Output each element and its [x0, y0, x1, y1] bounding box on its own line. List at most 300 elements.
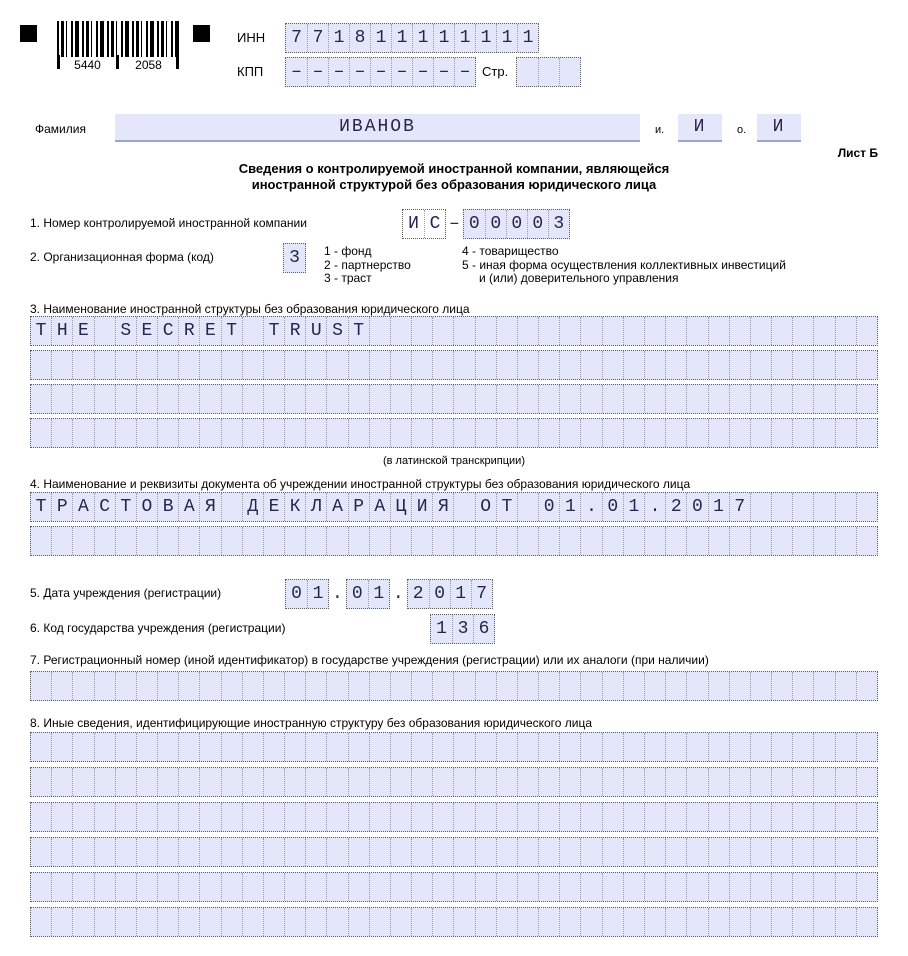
char-cell[interactable]: И	[408, 214, 419, 234]
char-cell[interactable]	[708, 908, 729, 936]
char-cell[interactable]	[708, 733, 729, 761]
char-cell[interactable]: T	[221, 317, 242, 345]
char-cell[interactable]	[432, 351, 453, 379]
other-info-row-1[interactable]	[30, 732, 878, 762]
char-cell[interactable]	[792, 527, 813, 555]
char-cell[interactable]	[729, 317, 750, 345]
char-cell[interactable]	[94, 672, 115, 700]
char-cell[interactable]	[51, 803, 72, 831]
char-cell[interactable]	[708, 419, 729, 447]
char-cell[interactable]: .	[644, 493, 665, 521]
char-cell[interactable]	[771, 385, 792, 413]
char-cell[interactable]	[199, 873, 220, 901]
char-cell[interactable]: О	[475, 493, 496, 521]
char-cell[interactable]: 0	[527, 210, 548, 238]
char-cell[interactable]	[157, 527, 178, 555]
char-cell[interactable]	[517, 317, 538, 345]
char-cell[interactable]	[326, 838, 347, 866]
char-cell[interactable]	[305, 873, 326, 901]
char-cell[interactable]	[242, 873, 263, 901]
char-cell[interactable]: 0	[506, 210, 527, 238]
char-cell[interactable]	[94, 768, 115, 796]
char-cell[interactable]: .	[580, 493, 601, 521]
char-cell[interactable]: Р	[51, 493, 72, 521]
char-cell[interactable]	[517, 838, 538, 866]
char-cell[interactable]: 1	[450, 580, 471, 608]
char-cell[interactable]	[729, 419, 750, 447]
char-cell[interactable]: Д	[242, 493, 263, 521]
char-cell[interactable]	[115, 733, 136, 761]
char-cell[interactable]	[475, 908, 496, 936]
char-cell[interactable]	[411, 351, 432, 379]
char-cell[interactable]: 3	[548, 210, 569, 238]
char-cell[interactable]	[771, 838, 792, 866]
char-cell[interactable]	[729, 385, 750, 413]
surname-field[interactable]: ИВАНОВ	[115, 114, 640, 142]
char-cell[interactable]	[51, 908, 72, 936]
char-cell[interactable]: S	[326, 317, 347, 345]
char-cell[interactable]	[326, 385, 347, 413]
char-cell[interactable]: 8	[349, 24, 370, 52]
char-cell[interactable]	[665, 838, 686, 866]
char-cell[interactable]: –	[391, 58, 412, 86]
char-cell[interactable]	[813, 908, 834, 936]
char-cell[interactable]	[157, 385, 178, 413]
document-row-1[interactable]	[30, 492, 878, 522]
char-cell[interactable]	[856, 493, 877, 521]
char-cell[interactable]	[348, 803, 369, 831]
char-cell[interactable]	[242, 803, 263, 831]
char-cell[interactable]: 1	[328, 24, 349, 52]
char-cell[interactable]	[708, 317, 729, 345]
char-cell[interactable]	[390, 908, 411, 936]
char-cell[interactable]: –	[370, 58, 391, 86]
char-cell[interactable]	[538, 768, 559, 796]
char-cell[interactable]	[369, 317, 390, 345]
char-cell[interactable]	[644, 419, 665, 447]
char-cell[interactable]: 1	[496, 24, 517, 52]
char-cell[interactable]	[178, 803, 199, 831]
char-cell[interactable]	[813, 873, 834, 901]
char-cell[interactable]	[263, 838, 284, 866]
char-cell[interactable]	[835, 873, 856, 901]
char-cell[interactable]	[496, 733, 517, 761]
char-cell[interactable]	[51, 733, 72, 761]
char-cell[interactable]	[390, 733, 411, 761]
char-cell[interactable]	[432, 733, 453, 761]
char-cell[interactable]	[644, 873, 665, 901]
char-cell[interactable]	[750, 873, 771, 901]
char-cell[interactable]	[559, 873, 580, 901]
char-cell[interactable]	[686, 419, 707, 447]
char-cell[interactable]	[517, 908, 538, 936]
char-cell[interactable]	[453, 527, 474, 555]
char-cell[interactable]	[453, 803, 474, 831]
char-cell[interactable]	[538, 873, 559, 901]
char-cell[interactable]: О	[136, 493, 157, 521]
char-cell[interactable]	[348, 527, 369, 555]
char-cell[interactable]	[729, 873, 750, 901]
char-cell[interactable]	[771, 527, 792, 555]
char-cell[interactable]	[835, 493, 856, 521]
char-cell[interactable]	[136, 419, 157, 447]
char-cell[interactable]	[792, 419, 813, 447]
char-cell[interactable]	[157, 803, 178, 831]
char-cell[interactable]	[94, 351, 115, 379]
char-cell[interactable]	[729, 351, 750, 379]
char-cell[interactable]	[305, 419, 326, 447]
other-info-row-6[interactable]	[30, 907, 878, 937]
char-cell[interactable]: 1	[517, 24, 538, 52]
char-cell[interactable]	[221, 803, 242, 831]
char-cell[interactable]	[729, 803, 750, 831]
char-cell[interactable]: 1	[475, 24, 496, 52]
char-cell[interactable]	[136, 672, 157, 700]
char-cell[interactable]: 3	[289, 248, 300, 268]
char-cell[interactable]	[284, 733, 305, 761]
char-cell[interactable]	[771, 317, 792, 345]
char-cell[interactable]	[199, 838, 220, 866]
char-cell[interactable]	[538, 351, 559, 379]
char-cell[interactable]	[856, 672, 877, 700]
char-cell[interactable]: 0	[686, 493, 707, 521]
char-cell[interactable]	[199, 385, 220, 413]
char-cell[interactable]	[94, 733, 115, 761]
char-cell[interactable]: E	[136, 317, 157, 345]
char-cell[interactable]	[580, 908, 601, 936]
char-cell[interactable]	[284, 527, 305, 555]
char-cell[interactable]	[348, 873, 369, 901]
char-cell[interactable]	[242, 838, 263, 866]
char-cell[interactable]	[835, 803, 856, 831]
char-cell[interactable]: 2	[412, 584, 424, 604]
char-cell[interactable]	[686, 351, 707, 379]
char-cell[interactable]	[390, 838, 411, 866]
char-cell[interactable]	[750, 733, 771, 761]
char-cell[interactable]	[326, 803, 347, 831]
other-info-row-4[interactable]	[30, 837, 878, 867]
char-cell[interactable]	[115, 385, 136, 413]
char-cell[interactable]	[771, 873, 792, 901]
char-cell[interactable]	[813, 768, 834, 796]
char-cell[interactable]: –	[454, 58, 475, 86]
char-cell[interactable]: 1	[433, 24, 454, 52]
char-cell[interactable]	[750, 527, 771, 555]
char-cell[interactable]	[221, 873, 242, 901]
char-cell[interactable]	[750, 351, 771, 379]
char-cell[interactable]	[708, 351, 729, 379]
char-cell[interactable]: –	[291, 62, 302, 82]
char-cell[interactable]	[369, 351, 390, 379]
char-cell[interactable]	[729, 733, 750, 761]
char-cell[interactable]	[305, 838, 326, 866]
char-cell[interactable]	[369, 527, 390, 555]
char-cell[interactable]: R	[284, 317, 305, 345]
char-cell[interactable]	[496, 419, 517, 447]
char-cell[interactable]: 1	[559, 493, 580, 521]
char-cell[interactable]	[856, 733, 877, 761]
char-cell[interactable]	[602, 317, 623, 345]
char-cell[interactable]	[263, 527, 284, 555]
char-cell[interactable]: А	[369, 493, 390, 521]
char-cell[interactable]	[390, 419, 411, 447]
char-cell[interactable]	[538, 58, 559, 86]
char-cell[interactable]	[432, 385, 453, 413]
char-cell[interactable]: E	[199, 317, 220, 345]
char-cell[interactable]	[580, 672, 601, 700]
char-cell[interactable]	[199, 527, 220, 555]
char-cell[interactable]: 2	[665, 493, 686, 521]
char-cell[interactable]	[771, 733, 792, 761]
char-cell[interactable]	[348, 385, 369, 413]
char-cell[interactable]	[136, 908, 157, 936]
char-cell[interactable]: А	[326, 493, 347, 521]
char-cell[interactable]	[411, 803, 432, 831]
char-cell[interactable]	[305, 385, 326, 413]
char-cell[interactable]	[432, 317, 453, 345]
page-number-field[interactable]	[516, 57, 581, 87]
char-cell[interactable]	[157, 672, 178, 700]
char-cell[interactable]	[602, 385, 623, 413]
char-cell[interactable]	[284, 385, 305, 413]
char-cell[interactable]	[199, 351, 220, 379]
char-cell[interactable]	[813, 672, 834, 700]
char-cell[interactable]	[538, 733, 559, 761]
char-cell[interactable]	[665, 385, 686, 413]
char-cell[interactable]: Я	[199, 493, 220, 521]
char-cell[interactable]	[115, 803, 136, 831]
char-cell[interactable]	[199, 768, 220, 796]
char-cell[interactable]	[411, 385, 432, 413]
char-cell[interactable]	[750, 385, 771, 413]
char-cell[interactable]	[94, 527, 115, 555]
char-cell[interactable]	[708, 385, 729, 413]
char-cell[interactable]	[390, 385, 411, 413]
char-cell[interactable]	[517, 351, 538, 379]
char-cell[interactable]	[305, 768, 326, 796]
char-cell[interactable]	[475, 838, 496, 866]
char-cell[interactable]	[411, 419, 432, 447]
char-cell[interactable]	[856, 317, 877, 345]
char-cell[interactable]	[369, 838, 390, 866]
char-cell[interactable]	[665, 733, 686, 761]
char-cell[interactable]	[136, 351, 157, 379]
char-cell[interactable]	[517, 873, 538, 901]
char-cell[interactable]	[178, 385, 199, 413]
date-year-field[interactable]	[407, 579, 493, 609]
char-cell[interactable]	[31, 527, 51, 555]
char-cell[interactable]	[199, 419, 220, 447]
char-cell[interactable]	[348, 908, 369, 936]
char-cell[interactable]	[771, 803, 792, 831]
char-cell[interactable]	[157, 908, 178, 936]
char-cell[interactable]	[750, 803, 771, 831]
char-cell[interactable]	[559, 58, 580, 86]
char-cell[interactable]	[284, 838, 305, 866]
char-cell[interactable]	[453, 317, 474, 345]
char-cell[interactable]	[453, 873, 474, 901]
char-cell[interactable]	[453, 768, 474, 796]
char-cell[interactable]	[602, 733, 623, 761]
char-cell[interactable]	[792, 672, 813, 700]
char-cell[interactable]	[665, 351, 686, 379]
char-cell[interactable]	[284, 419, 305, 447]
char-cell[interactable]	[221, 768, 242, 796]
char-cell[interactable]	[453, 385, 474, 413]
char-cell[interactable]	[242, 908, 263, 936]
char-cell[interactable]	[475, 733, 496, 761]
char-cell[interactable]	[305, 672, 326, 700]
char-cell[interactable]	[263, 908, 284, 936]
char-cell[interactable]	[602, 527, 623, 555]
char-cell[interactable]	[326, 527, 347, 555]
char-cell[interactable]	[326, 733, 347, 761]
char-cell[interactable]: К	[284, 493, 305, 521]
cfc-number-field[interactable]	[463, 209, 570, 239]
char-cell[interactable]	[665, 672, 686, 700]
kpp-field[interactable]	[285, 57, 476, 87]
char-cell[interactable]	[157, 351, 178, 379]
char-cell[interactable]	[51, 873, 72, 901]
char-cell[interactable]	[665, 317, 686, 345]
char-cell[interactable]	[178, 527, 199, 555]
char-cell[interactable]	[686, 385, 707, 413]
char-cell[interactable]	[157, 419, 178, 447]
char-cell[interactable]	[813, 838, 834, 866]
char-cell[interactable]	[348, 672, 369, 700]
char-cell[interactable]	[242, 317, 263, 345]
char-cell[interactable]	[792, 385, 813, 413]
char-cell[interactable]	[390, 803, 411, 831]
char-cell[interactable]	[729, 672, 750, 700]
char-cell[interactable]	[390, 873, 411, 901]
char-cell[interactable]: Я	[432, 493, 453, 521]
char-cell[interactable]	[771, 672, 792, 700]
char-cell[interactable]	[835, 733, 856, 761]
char-cell[interactable]	[517, 419, 538, 447]
char-cell[interactable]: В	[157, 493, 178, 521]
char-cell[interactable]	[475, 803, 496, 831]
char-cell[interactable]	[813, 493, 834, 521]
char-cell[interactable]	[517, 768, 538, 796]
char-cell[interactable]	[856, 838, 877, 866]
char-cell[interactable]	[623, 803, 644, 831]
char-cell[interactable]: Т	[35, 497, 47, 517]
char-cell[interactable]	[136, 803, 157, 831]
char-cell[interactable]	[72, 803, 93, 831]
char-cell[interactable]	[856, 908, 877, 936]
char-cell[interactable]	[411, 838, 432, 866]
char-cell[interactable]	[221, 385, 242, 413]
patronymic-initial-field[interactable]: И	[757, 114, 801, 142]
char-cell[interactable]	[538, 527, 559, 555]
char-cell[interactable]	[792, 803, 813, 831]
char-cell[interactable]	[453, 838, 474, 866]
char-cell[interactable]: R	[178, 317, 199, 345]
char-cell[interactable]	[453, 733, 474, 761]
char-cell[interactable]	[348, 838, 369, 866]
char-cell[interactable]	[856, 768, 877, 796]
char-cell[interactable]	[665, 873, 686, 901]
char-cell[interactable]	[517, 385, 538, 413]
char-cell[interactable]	[559, 768, 580, 796]
char-cell[interactable]	[496, 908, 517, 936]
char-cell[interactable]	[369, 385, 390, 413]
char-cell[interactable]: 0	[351, 584, 363, 604]
char-cell[interactable]	[178, 351, 199, 379]
char-cell[interactable]	[517, 672, 538, 700]
char-cell[interactable]	[411, 672, 432, 700]
char-cell[interactable]: T	[263, 317, 284, 345]
char-cell[interactable]	[665, 527, 686, 555]
char-cell[interactable]	[644, 527, 665, 555]
char-cell[interactable]	[750, 317, 771, 345]
char-cell[interactable]	[835, 768, 856, 796]
char-cell[interactable]: 0	[429, 580, 450, 608]
char-cell[interactable]: 0	[538, 493, 559, 521]
char-cell[interactable]	[348, 733, 369, 761]
name-row-4[interactable]	[30, 418, 878, 448]
char-cell[interactable]: H	[51, 317, 72, 345]
char-cell[interactable]	[623, 733, 644, 761]
char-cell[interactable]	[623, 768, 644, 796]
char-cell[interactable]	[242, 672, 263, 700]
char-cell[interactable]	[284, 351, 305, 379]
country-code-field[interactable]	[430, 614, 495, 644]
char-cell[interactable]	[517, 493, 538, 521]
char-cell[interactable]	[686, 733, 707, 761]
char-cell[interactable]	[411, 873, 432, 901]
char-cell[interactable]: U	[305, 317, 326, 345]
char-cell[interactable]: А	[72, 493, 93, 521]
char-cell[interactable]	[517, 803, 538, 831]
char-cell[interactable]	[72, 838, 93, 866]
char-cell[interactable]	[51, 838, 72, 866]
other-info-row-2[interactable]	[30, 767, 878, 797]
char-cell[interactable]	[559, 419, 580, 447]
char-cell[interactable]	[792, 493, 813, 521]
char-cell[interactable]	[72, 908, 93, 936]
char-cell[interactable]: 7	[729, 493, 750, 521]
char-cell[interactable]	[199, 733, 220, 761]
char-cell[interactable]	[644, 908, 665, 936]
char-cell[interactable]	[580, 419, 601, 447]
char-cell[interactable]	[199, 803, 220, 831]
char-cell[interactable]	[813, 419, 834, 447]
char-cell[interactable]	[263, 733, 284, 761]
char-cell[interactable]	[580, 803, 601, 831]
char-cell[interactable]	[136, 768, 157, 796]
char-cell[interactable]	[369, 873, 390, 901]
char-cell[interactable]	[31, 419, 51, 447]
char-cell[interactable]	[644, 803, 665, 831]
char-cell[interactable]	[580, 317, 601, 345]
char-cell[interactable]	[856, 873, 877, 901]
char-cell[interactable]	[284, 672, 305, 700]
char-cell[interactable]	[835, 351, 856, 379]
char-cell[interactable]	[750, 419, 771, 447]
char-cell[interactable]	[580, 733, 601, 761]
char-cell[interactable]	[31, 672, 51, 700]
char-cell[interactable]	[771, 351, 792, 379]
other-info-row-3[interactable]	[30, 802, 878, 832]
char-cell[interactable]	[51, 419, 72, 447]
char-cell[interactable]	[644, 768, 665, 796]
char-cell[interactable]	[708, 527, 729, 555]
char-cell[interactable]	[835, 527, 856, 555]
char-cell[interactable]	[411, 527, 432, 555]
char-cell[interactable]	[538, 908, 559, 936]
